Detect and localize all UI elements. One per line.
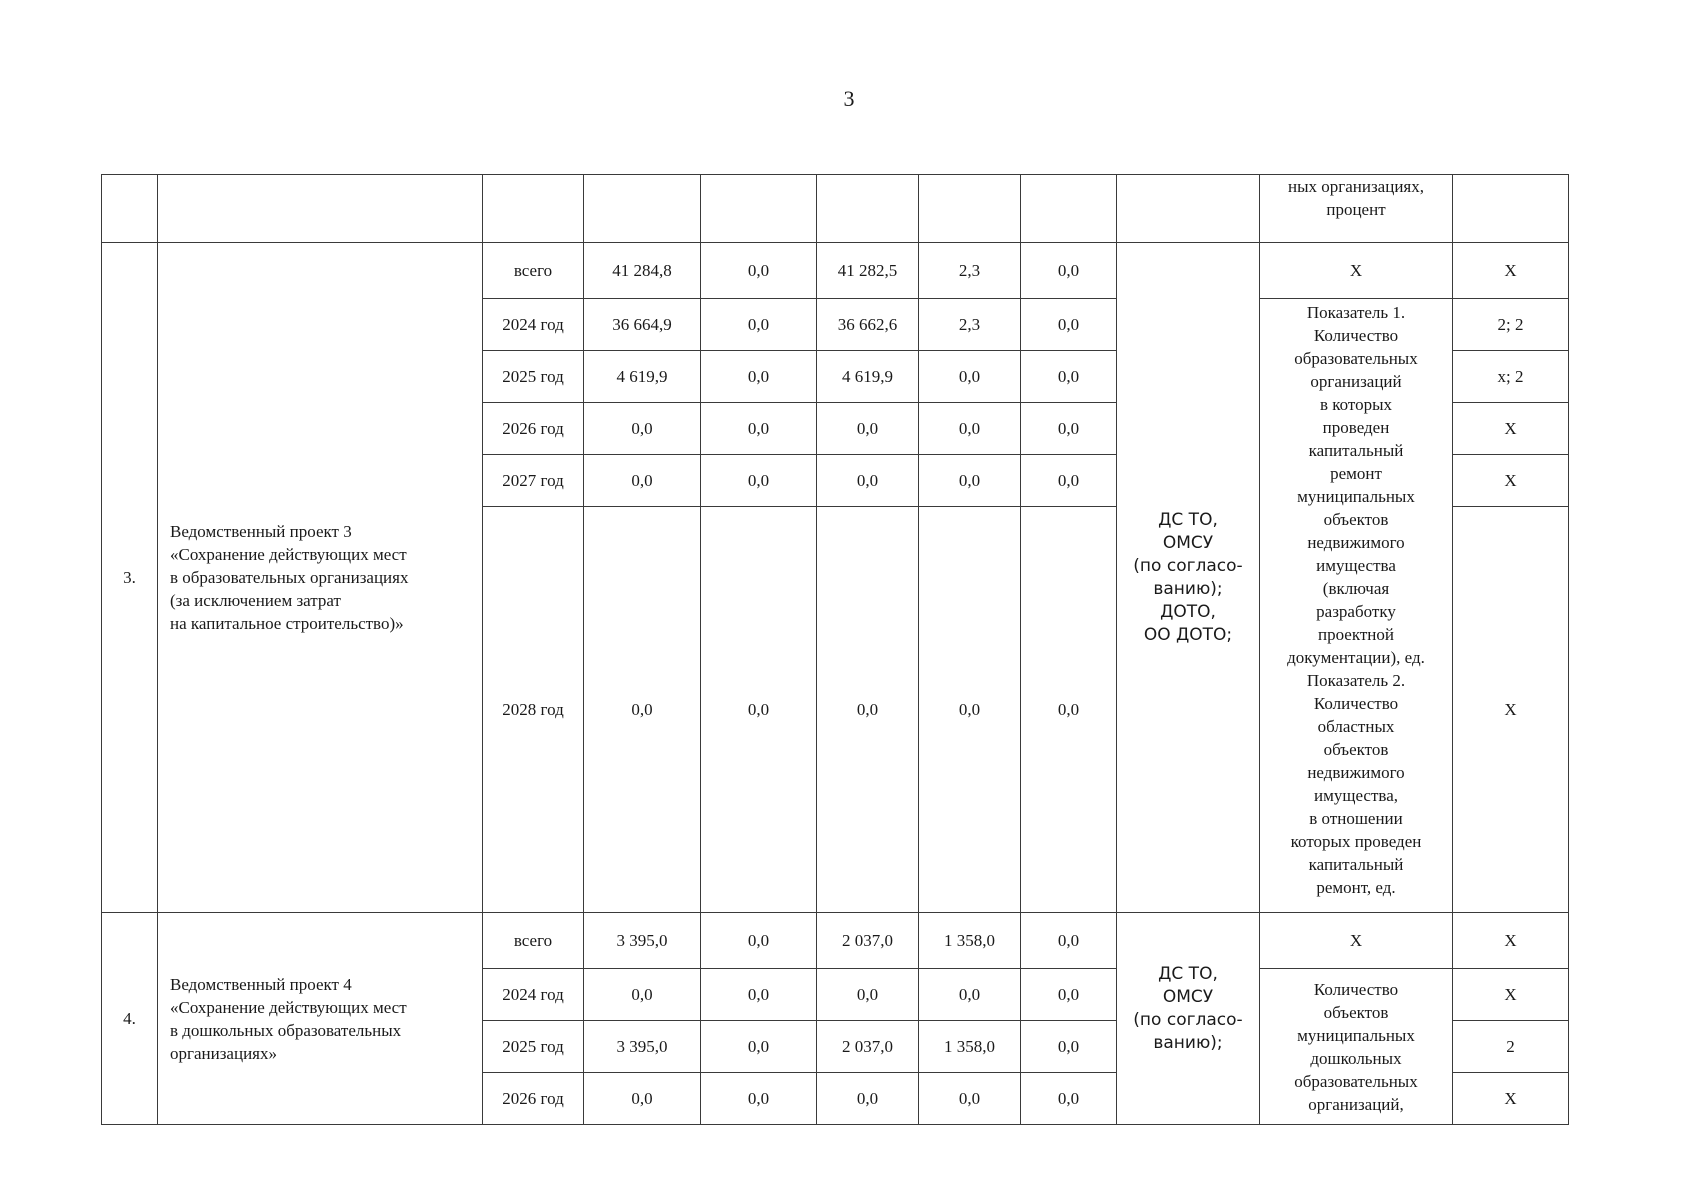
indicator-value: Х <box>1453 507 1569 913</box>
project-name <box>158 913 483 1125</box>
indicator-cell <box>1260 969 1453 1125</box>
amount-other: 0,0 <box>1021 455 1117 507</box>
amount-other: 0,0 <box>1021 969 1117 1021</box>
amount-local: 2,3 <box>919 243 1021 299</box>
indicator-line: Показатель 1. <box>1306 303 1406 322</box>
amount-federal: 0,0 <box>701 1021 817 1073</box>
indicator-total: Х <box>1260 243 1453 299</box>
table-row <box>102 913 1569 969</box>
amount-local: 0,0 <box>919 403 1021 455</box>
indicator-line: недвижимого <box>1307 533 1405 552</box>
cell-num <box>102 175 158 243</box>
indicator-value: 2; 2 <box>1453 299 1569 351</box>
indicator-line: организаций <box>1310 372 1402 391</box>
amount-regional: 0,0 <box>817 1073 919 1125</box>
executor-cell <box>1117 913 1260 1125</box>
period-cell: всего <box>483 243 584 299</box>
amount-regional: 41 282,5 <box>817 243 919 299</box>
indicator-line: объектов <box>1323 1002 1389 1022</box>
period-cell: 2027 год <box>483 455 584 507</box>
project-name-line: в образовательных организациях <box>170 568 409 587</box>
indicator-line: капитальный <box>1308 855 1404 874</box>
indicator-line: образовательных <box>1294 1071 1418 1091</box>
indicator-value: Х <box>1453 403 1569 455</box>
indicator-line: ных организациях, <box>1287 177 1424 196</box>
amount-other: 0,0 <box>1021 507 1117 913</box>
indicator-line: муниципальных <box>1297 1025 1415 1045</box>
amount-regional: 2 037,0 <box>817 913 919 969</box>
project-number: 4. <box>102 913 158 1125</box>
indicator-line: Количество <box>1313 694 1399 713</box>
amount-local: 1 358,0 <box>919 1021 1021 1073</box>
amount-regional: 0,0 <box>817 507 919 913</box>
amount-regional: 2 037,0 <box>817 1021 919 1073</box>
amount-regional: 36 662,6 <box>817 299 919 351</box>
cell-indicator <box>1260 175 1453 243</box>
indicator-line: в отношении <box>1309 809 1403 828</box>
indicator-value: Х <box>1453 1073 1569 1125</box>
period-cell: 2028 год <box>483 507 584 913</box>
cell-federal <box>701 175 817 243</box>
amount-regional: 0,0 <box>817 455 919 507</box>
indicator-line: разработку <box>1316 602 1396 621</box>
indicator-line: организаций, <box>1308 1094 1404 1114</box>
indicator-line: объектов <box>1323 510 1389 529</box>
indicator-value: Х <box>1453 913 1569 969</box>
amount-federal: 0,0 <box>701 243 817 299</box>
amount-total: 41 284,8 <box>584 243 701 299</box>
indicator-line: образовательных <box>1294 349 1418 368</box>
amount-local: 2,3 <box>919 299 1021 351</box>
cell-value <box>1453 175 1569 243</box>
indicator-line: ремонт, ед. <box>1316 878 1396 897</box>
period-cell: 2024 год <box>483 969 584 1021</box>
amount-regional: 0,0 <box>817 403 919 455</box>
amount-other: 0,0 <box>1021 403 1117 455</box>
amount-total: 0,0 <box>584 1073 701 1125</box>
amount-other: 0,0 <box>1021 351 1117 403</box>
cell-local <box>919 175 1021 243</box>
continued-row <box>102 175 1569 243</box>
amount-federal: 0,0 <box>701 351 817 403</box>
indicator-line: проектной <box>1317 625 1394 644</box>
amount-federal: 0,0 <box>701 403 817 455</box>
amount-local: 1 358,0 <box>919 913 1021 969</box>
cell-total <box>584 175 701 243</box>
period-cell: всего <box>483 913 584 969</box>
indicator-value: 2 <box>1453 1021 1569 1073</box>
executor-line: ДС ТО, <box>1158 509 1218 530</box>
project-name-line: «Сохранение действующих мест <box>170 545 407 564</box>
executor-line: ОО ДОТО; <box>1143 624 1233 645</box>
project-name-line: в дошкольных образовательных <box>170 1020 402 1040</box>
amount-total: 0,0 <box>584 969 701 1021</box>
amount-federal: 0,0 <box>701 969 817 1021</box>
amount-federal: 0,0 <box>701 455 817 507</box>
executor-line: ОМСУ <box>1162 532 1214 553</box>
project-name-line: Ведомственный проект 3 <box>170 522 352 541</box>
amount-total: 0,0 <box>584 507 701 913</box>
indicator-line: дошкольных <box>1310 1048 1402 1068</box>
amount-total: 36 664,9 <box>584 299 701 351</box>
project-name-line: (за исключением затрат <box>170 591 341 610</box>
amount-total: 4 619,9 <box>584 351 701 403</box>
executor-line: ДС ТО, <box>1158 963 1218 984</box>
amount-local: 0,0 <box>919 1073 1021 1125</box>
indicator-line: которых проведен <box>1290 832 1422 851</box>
indicator-value: х; 2 <box>1453 351 1569 403</box>
indicator-line: в которых <box>1319 395 1393 414</box>
period-cell: 2024 год <box>483 299 584 351</box>
indicator-line: ремонт <box>1330 464 1382 483</box>
indicator-line: процент <box>1326 200 1386 219</box>
amount-local: 0,0 <box>919 351 1021 403</box>
executor-cell <box>1117 243 1260 913</box>
executor-line: ДОТО, <box>1160 601 1216 622</box>
indicator-line: имущества <box>1316 556 1396 575</box>
indicator-line: (включая <box>1322 579 1390 598</box>
amount-local: 0,0 <box>919 455 1021 507</box>
amount-total: 3 395,0 <box>584 1021 701 1073</box>
cell-regional <box>817 175 919 243</box>
indicator-line: имущества, <box>1314 786 1398 805</box>
indicator-value: Х <box>1453 243 1569 299</box>
period-cell: 2026 год <box>483 1073 584 1125</box>
indicator-line: областных <box>1317 717 1395 736</box>
executor-line: ванию); <box>1153 1032 1223 1053</box>
amount-regional: 0,0 <box>817 969 919 1021</box>
table-row <box>102 243 1569 299</box>
amount-other: 0,0 <box>1021 1073 1117 1125</box>
cell-executor <box>1117 175 1260 243</box>
project-name <box>158 243 483 913</box>
indicator-total: Х <box>1260 913 1453 969</box>
amount-local: 0,0 <box>919 507 1021 913</box>
project-number: 3. <box>102 243 158 913</box>
indicator-line: документации), ед. <box>1287 648 1425 667</box>
indicator-line: Количество <box>1313 326 1399 345</box>
indicator-line: капитальный <box>1308 441 1404 460</box>
amount-federal: 0,0 <box>701 913 817 969</box>
period-cell: 2025 год <box>483 1021 584 1073</box>
executor-line: ванию); <box>1153 578 1223 599</box>
project-name-line: организациях» <box>170 1043 277 1063</box>
executor-line: ОМСУ <box>1162 986 1214 1007</box>
amount-regional: 4 619,9 <box>817 351 919 403</box>
indicator-line: Показатель 2. <box>1306 671 1406 690</box>
indicator-value: Х <box>1453 455 1569 507</box>
indicator-cell <box>1260 299 1453 913</box>
amount-federal: 0,0 <box>701 1073 817 1125</box>
amount-other: 0,0 <box>1021 243 1117 299</box>
executor-line: (по согласо- <box>1133 1009 1243 1030</box>
indicator-value: Х <box>1453 969 1569 1021</box>
amount-federal: 0,0 <box>701 299 817 351</box>
period-cell: 2026 год <box>483 403 584 455</box>
indicator-line: недвижимого <box>1307 763 1405 782</box>
cell-period <box>483 175 584 243</box>
amount-total: 0,0 <box>584 403 701 455</box>
indicator-line: Количество <box>1313 979 1399 999</box>
period-cell: 2025 год <box>483 351 584 403</box>
project-table <box>101 174 1569 1125</box>
amount-local: 0,0 <box>919 969 1021 1021</box>
amount-total: 3 395,0 <box>584 913 701 969</box>
amount-federal: 0,0 <box>701 507 817 913</box>
indicator-line: муниципальных <box>1297 487 1415 506</box>
project-name-line: на капитальное строительство)» <box>170 614 404 633</box>
cell-name <box>158 175 483 243</box>
indicator-line: проведен <box>1322 418 1390 437</box>
executor-line: (по согласо- <box>1133 555 1243 576</box>
page-number: 3 <box>843 86 855 111</box>
cell-other <box>1021 175 1117 243</box>
project-name-line: Ведомственный проект 4 <box>170 974 352 994</box>
amount-other: 0,0 <box>1021 299 1117 351</box>
project-name-line: «Сохранение действующих мест <box>170 997 407 1017</box>
amount-other: 0,0 <box>1021 913 1117 969</box>
amount-other: 0,0 <box>1021 1021 1117 1073</box>
amount-total: 0,0 <box>584 455 701 507</box>
indicator-line: объектов <box>1323 740 1389 759</box>
